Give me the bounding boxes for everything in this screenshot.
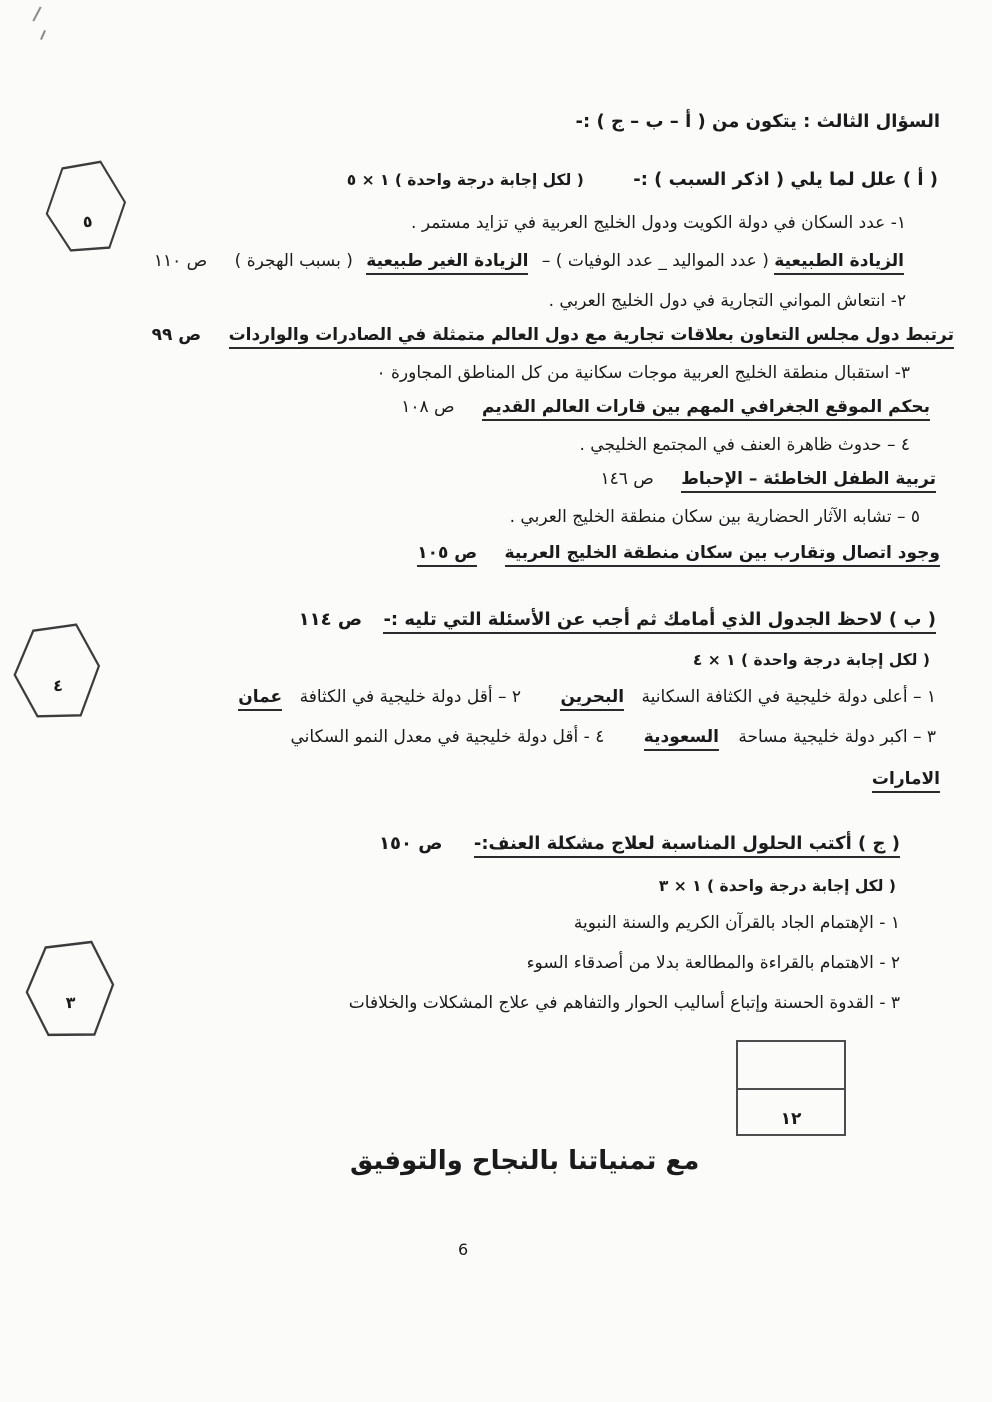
section-b-header: ( ب ) لاحظ الجدول الذي أمامك ثم أجب عن الأسئلة التي تليه :- (383, 609, 936, 634)
section-c-item3: ٣ - القدوة الحسنة وإتباع أساليب الحوار والتفاهم في علاج المشكلات والخلافات (348, 993, 900, 1013)
section-c-item2: ٢ - الاهتمام بالقراءة والمطالعة بدلا من أصدقاء السوء (526, 953, 900, 973)
page-reference: ص ١٠٥ (417, 543, 477, 567)
section-a-ans3 (401, 396, 930, 419)
page-reference: ص ٩٩ (151, 325, 202, 345)
table-question: ٤ - أقل دولة خليجية في معدل النمو السكاني (290, 727, 605, 747)
table-answer: السعودية (644, 727, 719, 751)
table-question: ٢ – أقل دولة خليجية في الكثافة (299, 687, 522, 707)
scan-artifact (40, 30, 46, 40)
section-c-marks: ( لكل إجابة درجة واحدة ) ١ × ٣ (658, 877, 896, 895)
section-a-ans2 (152, 324, 954, 347)
section-a-q5: ٥ – تشابه الآثار الحضارية بين سكان منطقة الخليج العربي . (509, 507, 920, 527)
section-b-row3 (872, 768, 940, 791)
score-box-divider (738, 1088, 844, 1090)
hexagon-score: ٥ (81, 210, 94, 231)
section-b-row2 (291, 726, 936, 749)
answer-text: تربية الطفل الخاطئة – الإحباط (681, 469, 936, 493)
margin-hexagon-mark-3 (21, 936, 118, 1045)
table-answer: البحرين (560, 687, 624, 711)
table-question: ١ – أعلى دولة خليجية في الكثافة السكانية (641, 687, 936, 707)
answer-text: بحكم الموقع الجغرافي المهم بين قارات العالم القديم (482, 397, 930, 421)
section-b-header-row (299, 608, 936, 632)
scan-artifact (32, 6, 41, 21)
table-question: ٣ – اكبر دولة خليجية مساحة (738, 727, 936, 747)
table-answer: الامارات (872, 769, 940, 793)
section-a-q2: ٢- انتعاش المواني التجارية في دول الخليج العربي . (548, 291, 906, 311)
answer-text: ترتبط دول مجلس التعاون بعلاقات تجارية مع دول العالم متمثلة في الصادرات والواردات (229, 325, 954, 349)
section-a-q3: ٣- استقبال منطقة الخليج العربية موجات سكانية من كل المناطق المجاورة ٠ (376, 363, 910, 383)
page-reference: ص ١٤٦ (600, 469, 654, 489)
section-a-header-row (347, 168, 938, 192)
section-b-marks: ( لكل إجابة درجة واحدة ) ١ × ٤ (692, 651, 930, 669)
answer-term: الزيادة الغير طبيعية (366, 251, 528, 275)
section-a-header: ( أ ) علل لما يلي ( اذكر السبب ) :- (633, 169, 938, 190)
hexagon-score: ٤ (52, 675, 64, 695)
section-b-row1 (238, 686, 936, 709)
page-reference: ص ١٥٠ (379, 833, 443, 854)
question3-title: السؤال الثالث : يتكون من ( أ – ب – ج ) :- (575, 111, 940, 132)
page-reference: ص ١١٠ (153, 251, 208, 271)
section-a-marks: ( لكل إجابة درجة واحدة ) ١ × ٥ (346, 171, 584, 189)
section-c-header-row (379, 832, 900, 856)
total-score-value: ١٢ (780, 1109, 802, 1129)
margin-hexagon-mark-4 (9, 619, 106, 727)
section-c-header: ( ج ) أكتب الحلول المناسبة لعلاج مشكلة العنف:- (474, 833, 900, 858)
hexagon-score: ٣ (65, 992, 77, 1012)
page-reference: ص ١١٤ (298, 609, 363, 630)
page-number: 6 (458, 1240, 469, 1259)
answer-text: ( بسبب الهجرة ) (234, 251, 353, 271)
page-reference: ص ١٠٨ (401, 397, 455, 417)
answer-text: وجود اتصال وتقارب بين سكان منطقة الخليج العربية (505, 543, 940, 567)
table-answer: عمان (238, 687, 282, 711)
section-a-ans5 (417, 542, 940, 565)
answer-text: ( عدد المواليد _ عدد الوفيات ) – (541, 251, 769, 271)
section-a-q1: ١- عدد السكان في دولة الكويت ودول الخليج العربية في تزايد مستمر . (411, 213, 906, 233)
answer-term: الزيادة الطبيعية (774, 251, 904, 275)
section-a-ans4 (600, 468, 936, 491)
margin-hexagon-mark-5 (38, 155, 133, 263)
section-c-item1: ١ - الإهتمام الجاد بالقرآن الكريم والسنة النبوية (573, 913, 900, 933)
total-score-box (736, 1040, 846, 1136)
closing-message: مع تمنياتنا بالنجاح والتوفيق (350, 1146, 700, 1176)
section-a-q4: ٤ – حدوث ظاهرة العنف في المجتمع الخليجي . (579, 435, 910, 455)
section-a-ans1 (154, 250, 904, 273)
